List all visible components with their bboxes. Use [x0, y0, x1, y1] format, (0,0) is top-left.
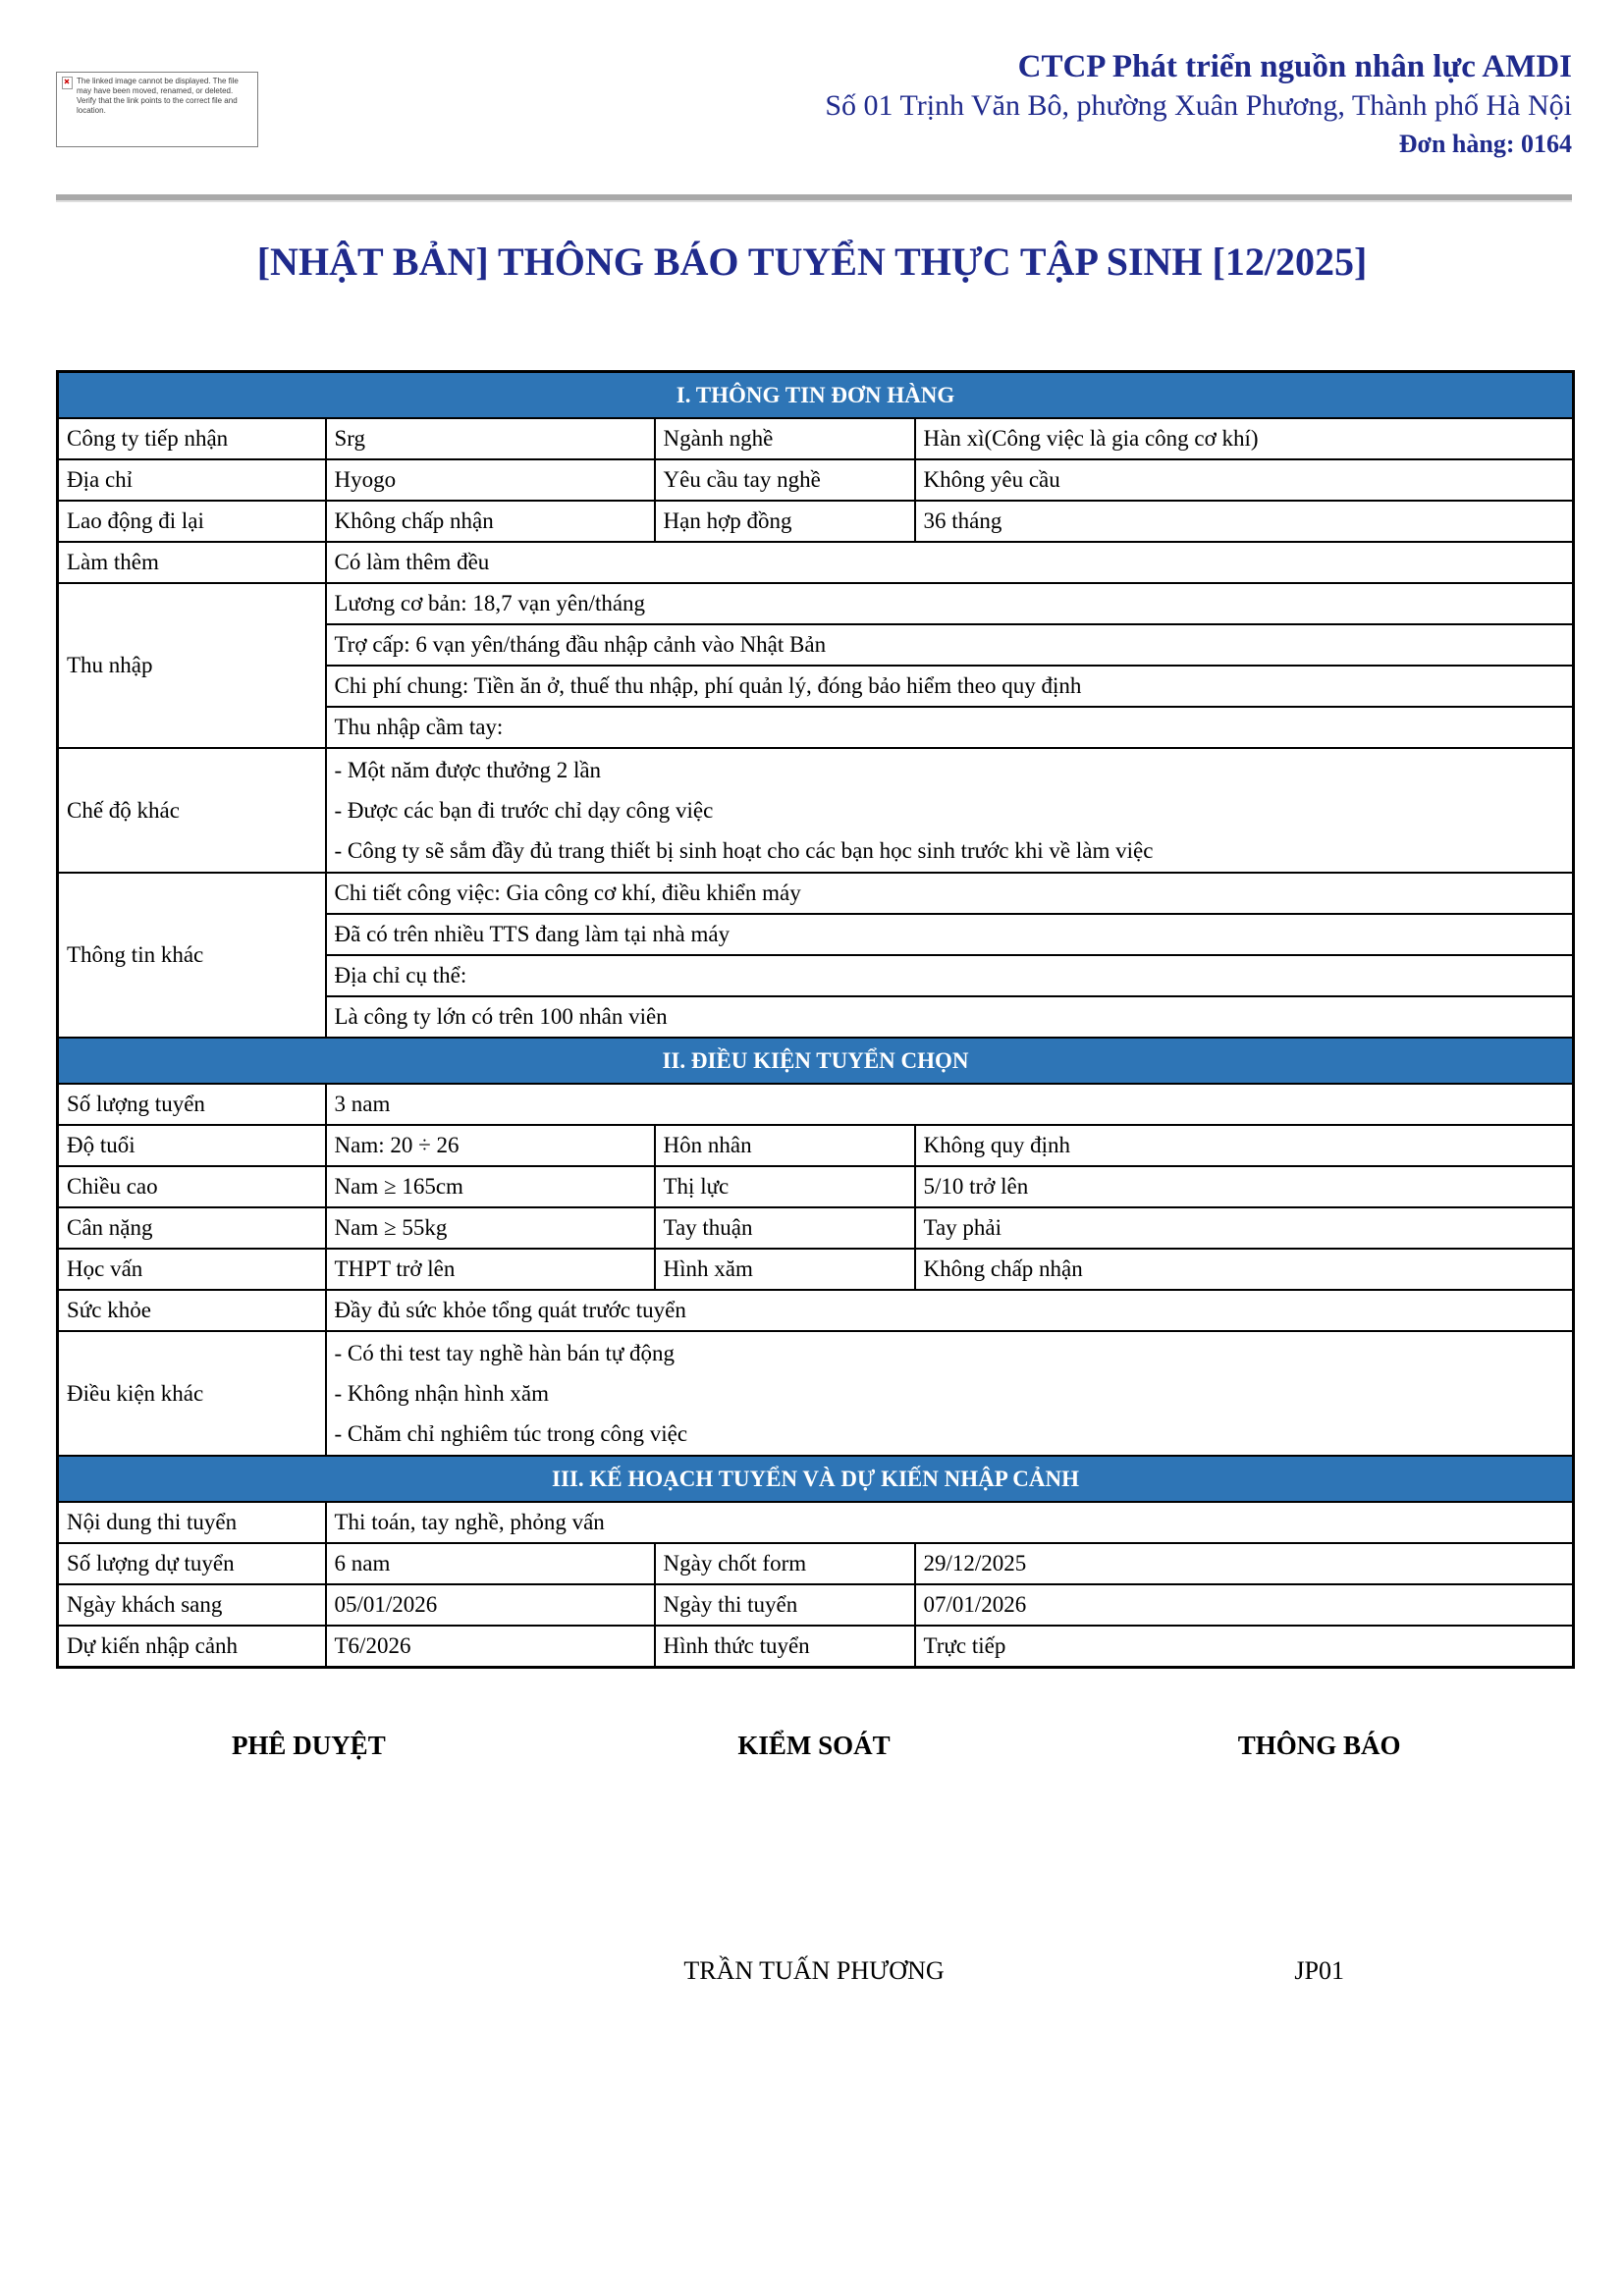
row-label: Thông tin khác: [58, 873, 326, 1038]
row-label: Số lượng tuyển: [58, 1084, 326, 1125]
row-value: 05/01/2026: [326, 1584, 655, 1626]
row-label: Sức khỏe: [58, 1290, 326, 1331]
row-value: Nam: 20 ÷ 26: [326, 1125, 655, 1166]
row-label: Công ty tiếp nhận: [58, 418, 326, 459]
row-label: Thu nhập: [58, 583, 326, 748]
row-label: Hình thức tuyển: [655, 1626, 915, 1667]
row-label: Học vấn: [58, 1249, 326, 1290]
company-address: Số 01 Trịnh Văn Bô, phường Xuân Phương, Thành phố Hà Nội: [825, 89, 1572, 122]
order-table: [56, 370, 1575, 1669]
other-info-line: Chi tiết công việc: Gia công cơ khí, điều khiển máy: [326, 873, 1574, 914]
signature-names: [56, 1956, 1572, 1986]
row-label: Ngày khách sang: [58, 1584, 326, 1626]
broken-image-placeholder: [56, 72, 258, 147]
regime-line: - Một năm được thưởng 2 lần: [334, 758, 602, 782]
row-label: Làm thêm: [58, 542, 326, 583]
row-value: Nam ≥ 55kg: [326, 1207, 655, 1249]
row-label: Lao động đi lại: [58, 501, 326, 542]
row-label: Độ tuổi: [58, 1125, 326, 1166]
broken-image-icon: [62, 77, 73, 89]
order-number: Đơn hàng: 0164: [1398, 130, 1572, 158]
regime-line: - Được các bạn đi trước chỉ dạy công việc: [334, 798, 714, 823]
signature-announce-label: THÔNG BÁO: [1237, 1731, 1401, 1760]
other-info-line: Đã có trên nhiều TTS đang làm tại nhà máy: [326, 914, 1574, 955]
row-value: Nam ≥ 165cm: [326, 1166, 655, 1207]
other-info-line: Địa chỉ cụ thể:: [326, 955, 1574, 996]
income-line: Chi phí chung: Tiền ăn ở, thuế thu nhập, phí quản lý, đóng bảo hiểm theo quy định: [326, 666, 1574, 707]
row-label: Thị lực: [655, 1166, 915, 1207]
row-value: 3 nam: [326, 1084, 1574, 1125]
condition-line: - Không nhận hình xăm: [334, 1381, 549, 1406]
condition-list: [326, 1331, 1574, 1456]
section3-heading: III. KẾ HOẠCH TUYỂN VÀ DỰ KIẾN NHẬP CẢNH: [58, 1456, 1574, 1502]
row-label: Ngày thi tuyển: [655, 1584, 915, 1626]
signature-approve-name: [56, 1956, 562, 1986]
row-value: Không quy định: [915, 1125, 1574, 1166]
income-line: Trợ cấp: 6 vạn yên/tháng đầu nhập cảnh vào Nhật Bản: [326, 624, 1574, 666]
row-label: Chiều cao: [58, 1166, 326, 1207]
row-value: Không chấp nhận: [915, 1249, 1574, 1290]
condition-line: - Chăm chỉ nghiêm túc trong công việc: [334, 1421, 688, 1446]
row-label: Dự kiến nhập cảnh: [58, 1626, 326, 1667]
row-label: Cân nặng: [58, 1207, 326, 1249]
row-value: 6 nam: [326, 1543, 655, 1584]
row-label: Tay thuận: [655, 1207, 915, 1249]
regime-list: [326, 748, 1574, 873]
condition-line: - Có thi test tay nghề hàn bán tự động: [334, 1341, 676, 1365]
row-label: Điều kiện khác: [58, 1331, 326, 1456]
row-value: 07/01/2026: [915, 1584, 1574, 1626]
row-value: Thi toán, tay nghề, phỏng vấn: [326, 1502, 1574, 1543]
signature-control-name: TRẦN TUẤN PHƯƠNG: [683, 1956, 945, 1985]
row-label: Ngày chốt form: [655, 1543, 915, 1584]
letterhead: [825, 47, 1572, 163]
income-line: Thu nhập cầm tay:: [326, 707, 1574, 748]
row-label: Yêu cầu tay nghề: [655, 459, 915, 501]
row-value: T6/2026: [326, 1626, 655, 1667]
header-divider: [56, 194, 1572, 202]
regime-line: - Công ty sẽ sắm đầy đủ trang thiết bị sinh hoạt cho các bạn học sinh trước khi về làm việc: [334, 838, 1154, 863]
row-label: Hình xăm: [655, 1249, 915, 1290]
page-title: [NHẬT BẢN] THÔNG BÁO TUYỂN THỰC TẬP SINH [12/2025]: [256, 240, 1368, 284]
row-value: Không yêu cầu: [915, 459, 1574, 501]
signature-approve-label: PHÊ DUYỆT: [231, 1731, 386, 1760]
signature-headings: [56, 1731, 1572, 1761]
row-value: Có làm thêm đều: [326, 542, 1574, 583]
other-info-line: Là công ty lớn có trên 100 nhân viên: [326, 996, 1574, 1038]
section1-heading: I. THÔNG TIN ĐƠN HÀNG: [58, 372, 1574, 419]
row-value: 36 tháng: [915, 501, 1574, 542]
row-value: Đầy đủ sức khỏe tổng quát trước tuyển: [326, 1290, 1574, 1331]
row-label: Địa chỉ: [58, 459, 326, 501]
row-value: Tay phải: [915, 1207, 1574, 1249]
company-name: CTCP Phát triển nguồn nhân lực AMDI: [1017, 49, 1572, 84]
row-value: Hàn xì(Công việc là gia công cơ khí): [915, 418, 1574, 459]
row-value: 29/12/2025: [915, 1543, 1574, 1584]
row-value: Hyogo: [326, 459, 655, 501]
broken-image-message: The linked image cannot be displayed. The file may have been moved, renamed, or deleted. Verify that the link points to the correct file and location.: [77, 77, 239, 115]
income-line: Lương cơ bản: 18,7 vạn yên/tháng: [326, 583, 1574, 624]
row-value: THPT trở lên: [326, 1249, 655, 1290]
signature-announce-code: JP01: [1294, 1956, 1344, 1985]
row-value: Srg: [326, 418, 655, 459]
row-label: Chế độ khác: [58, 748, 326, 873]
row-value: Không chấp nhận: [326, 501, 655, 542]
row-label: Số lượng dự tuyển: [58, 1543, 326, 1584]
row-label: Ngành nghề: [655, 418, 915, 459]
section2-heading: II. ĐIỀU KIỆN TUYỂN CHỌN: [58, 1038, 1574, 1084]
row-value: Trực tiếp: [915, 1626, 1574, 1667]
row-label: Hôn nhân: [655, 1125, 915, 1166]
row-value: 5/10 trở lên: [915, 1166, 1574, 1207]
row-label: Hạn hợp đồng: [655, 501, 915, 542]
signature-control-label: KIỂM SOÁT: [737, 1731, 891, 1760]
row-label: Nội dung thi tuyển: [58, 1502, 326, 1543]
